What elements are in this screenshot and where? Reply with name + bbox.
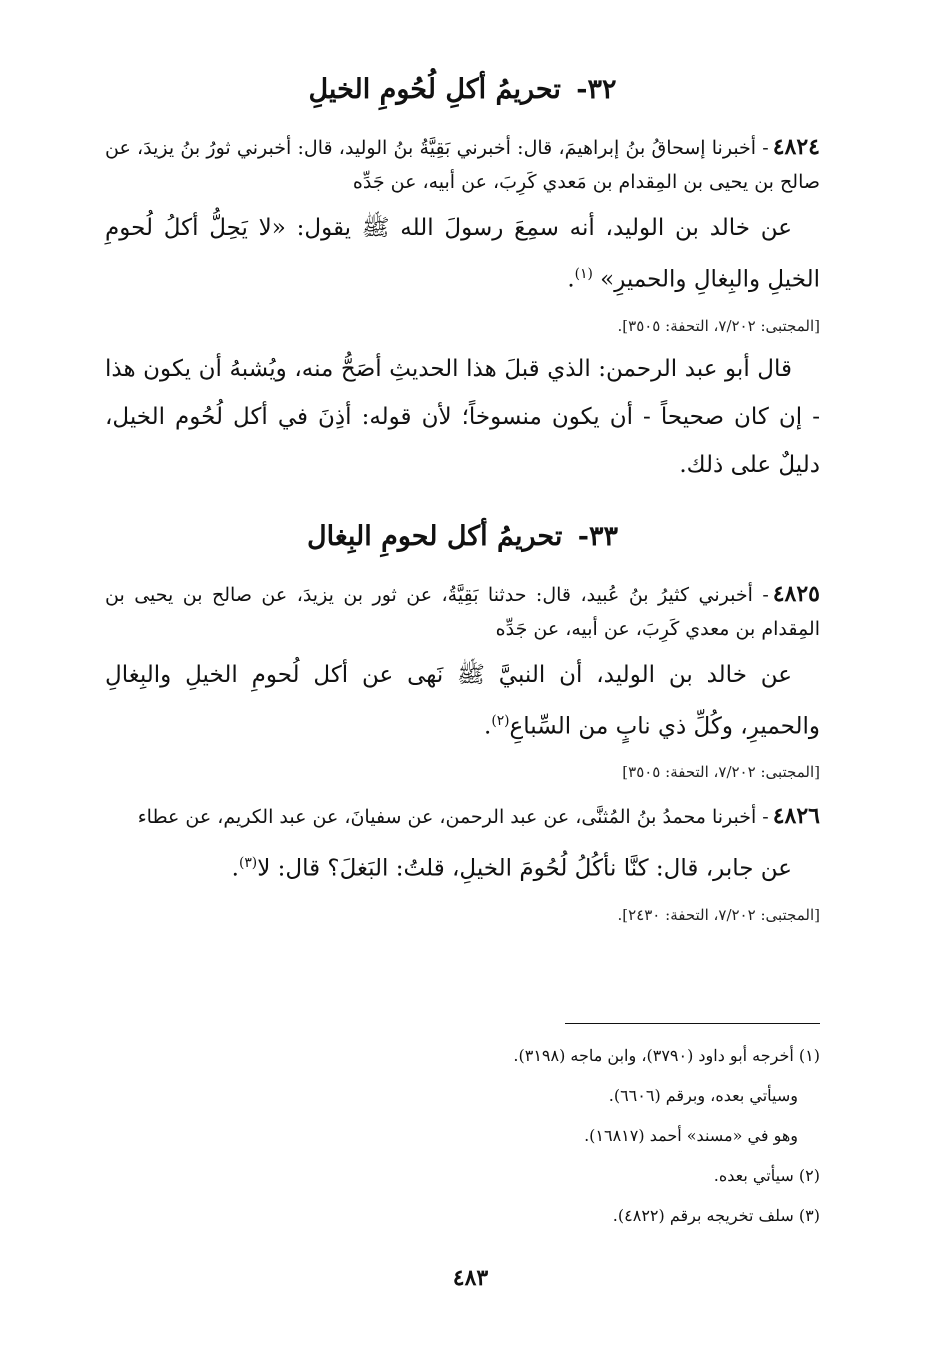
hadith-matn-4826 xyxy=(105,840,820,892)
footnote-text: وهو في «مسند» أحمد (١٦٨١٧). xyxy=(584,1126,798,1145)
footnote-divider xyxy=(565,1023,820,1024)
hadith-matn-4824 xyxy=(105,205,820,303)
footnote-marker: (١) xyxy=(798,1046,820,1065)
hadith-number: ٤٨٢٥ xyxy=(772,580,820,607)
hadith-number: ٤٨٢٦ xyxy=(772,803,820,830)
section-heading-33 xyxy=(105,517,820,557)
hadith-reference-4826: [المجتبى: ٧/٢٠٢، التحفة: ٢٤٣٠]. xyxy=(617,905,820,924)
footnote-1-cont-a xyxy=(330,1076,820,1116)
page-number: ٤٨٣ xyxy=(452,1265,489,1291)
page-body xyxy=(105,70,820,934)
isnad-text: - أخبرنا محمدُ بنُ المُثنَّى، عن عبد الرحمن، عن سفيانَ، عن عبد الكريم، عن عطاء xyxy=(137,806,769,829)
commentary: قال أبو عبد الرحمن: الذي قبلَ هذا الحديثِ أصَحُّ منه، ويُشبهُ أن يكون هذا - إن كان صحيحاً - أن يكون منسوخاً؛ لأن قوله: أذِنَ في أكل لُحُوم الخيل، دليلٌ على ذلك. xyxy=(105,355,820,478)
footnote-text: سلف تخريجه برقم (٤٨٢٢). xyxy=(612,1206,794,1225)
matn-end: . xyxy=(484,713,492,740)
hadith-isnad-4825 xyxy=(105,577,820,646)
section-title: تحريمُ أكل لحومِ البِغال xyxy=(306,520,563,552)
footnote-marker: (٣) xyxy=(798,1206,820,1225)
footnote-text: أخرجه أبو داود (٣٧٩٠)، وابن ماجه (٣١٩٨). xyxy=(513,1046,794,1065)
hadith-reference-4825: [المجتبى: ٧/٢٠٢، التحفة: ٣٥٠٥] xyxy=(622,763,820,782)
matn-text: عن خالد بن الوليد، أن النبيَّ ﷺ نَهى عن أكل لُحومِ الخيلِ والبِغالِ والحميرِ، وكُلِّ ذي نابٍ من السِّباعِ xyxy=(105,661,820,740)
section-number: ٣٢- xyxy=(576,74,617,105)
matn-text: عن جابر، قال: كنَّا نأكُلُ لُحُومَ الخيلِ، قلتُ: البَغلَ؟ قال: لا xyxy=(257,855,792,882)
footnote-mark: (٢) xyxy=(491,712,510,729)
hadith-reference-4824: [المجتبى: ٧/٢٠٢، التحفة: ٣٥٠٥]. xyxy=(617,316,820,335)
isnad-text: - أخبرنا إسحاقُ بنُ إبراهيمَ، قال: أخبرني بَقِيَّةُ بنُ الوليد، قال: أخبرني ثورُ بنُ يزيدَ، عن صالح بن يحيى بن المِقدام بن مَعدي كَرِبَ، عن أبيه، عن جَدِّه xyxy=(105,137,820,193)
footnote-text: وسيأتي بعده، وبرقم (٦٦٠٦). xyxy=(608,1086,798,1105)
footnote-text: سيأتي بعده. xyxy=(713,1166,794,1185)
footnote-1-cont-b xyxy=(330,1116,820,1156)
hadith-isnad-4826 xyxy=(105,799,820,834)
footnote-mark: (١) xyxy=(574,266,593,282)
matn-end: . xyxy=(231,855,239,882)
section-number: ٣٣- xyxy=(577,520,619,552)
footnotes xyxy=(330,1036,820,1236)
matn-text: عن خالد بن الوليد، أنه سمِعَ رسولَ الله ﷺ يقول: «لا يَحِلُّ أكلُ لُحومِ الخيلِ والبِغالِ والحميرِ» xyxy=(105,215,820,293)
footnote-marker: (٢) xyxy=(798,1166,820,1185)
footnote-3 xyxy=(330,1196,820,1236)
footnote-2 xyxy=(330,1156,820,1196)
section-title: تحريمُ أكلِ لُحُومِ الخيلِ xyxy=(308,74,561,105)
matn-end: . xyxy=(567,266,575,293)
section-heading-32 xyxy=(105,70,820,110)
hadith-number: ٤٨٢٤ xyxy=(772,134,820,160)
footnote-1 xyxy=(330,1036,820,1076)
isnad-text: - أخبرني كثيرُ بنُ عُبيد، قال: حدثنا بَقِيَّةُ، عن ثور بن يزيدَ، عن صالح بن يحيى بن المِقدام بن معدي كَرِبَ، عن أبيه، عن جَدِّه xyxy=(105,583,820,640)
footnote-mark: (٣) xyxy=(238,855,258,872)
hadith-matn-4825 xyxy=(105,652,820,750)
hadith-isnad-4824 xyxy=(105,130,820,199)
